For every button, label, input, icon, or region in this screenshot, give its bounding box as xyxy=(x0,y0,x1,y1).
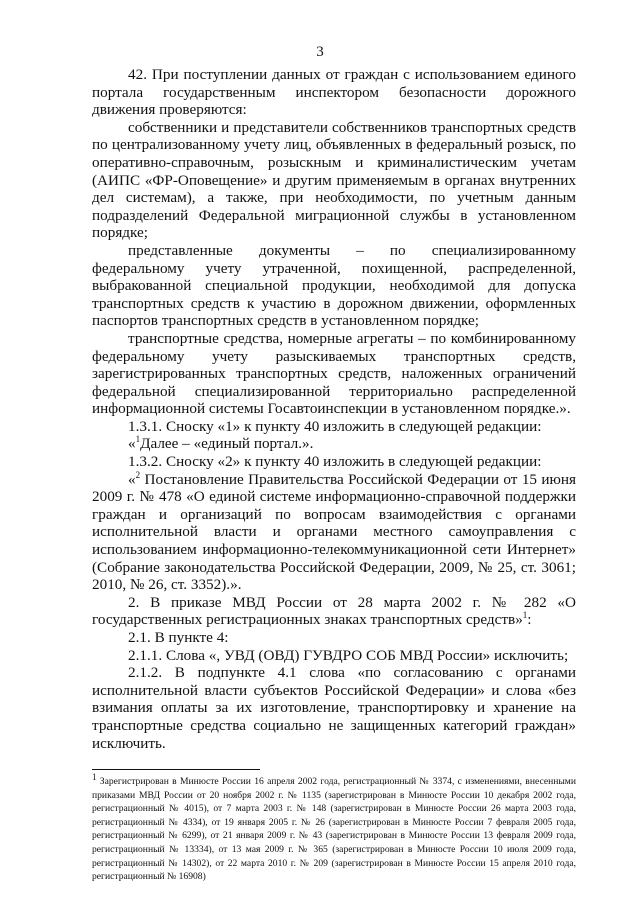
paragraph-owners-check: собственники и представители собственников транспортных средств по централизованному учету лиц, объявленных в федеральный розыск, по оперативно-справочным, розыскным и криминалистическим учетам (АИПС «ФР-Оповещение» и другим применяемым в органах внутренних дел системам), а также, при необходимости, по учетным данным подразделений Федеральной миграционной службы в установленном порядке; xyxy=(92,118,576,242)
paragraph-2: 2. В приказе МВД России от 28 марта 2002 г. № 282 «О государственных регистрационных знаках транспортных средств»$^1$: xyxy=(92,593,576,629)
document-body xyxy=(92,66,576,752)
paragraph-42: 42. При поступлении данных от граждан с использованием единого портала государственным инспектором безопасности дорожного движения проверяются: xyxy=(92,66,576,119)
footnote-divider xyxy=(92,769,260,770)
paragraph-vehicles-check: транспортные средства, номерные агрегаты – по комбинированному федеральному учету разыскиваемых транспортных средств, зарегистрированных транспортных средств, наложенных ограничений федеральной специализированной территориально распределенной информационной системы Госавтоинспекции в установленном порядке.». xyxy=(92,329,576,418)
paragraph-footnote-1-text: «$^1$Далее – «единый портал.». xyxy=(128,434,314,453)
paragraph-2-1-2: 2.1.2. В подпункте 4.1 слова «по согласованию с органами исполнительной власти субъектов Российской Федерации» и слова «без взимания оплаты за их изготовление, транспортировку и хранение на транспортные средства социально не защищенных категорий граждан» исключить. xyxy=(92,664,576,752)
paragraph-1-3-1: 1.3.1. Сноску «1» к пункту 40 изложить в следующей редакции: xyxy=(128,417,542,435)
paragraph-footnote-2-text: «$^2$ Постановление Правительства Российской Федерации от 15 июня 2009 г. № 478 «О единой системе информационно-справочной поддержки граждан и организаций по вопросам взаимодействия с органами исполнительной власти и органами местного самоуправления с использованием информационно-телекоммуникационной сети Интернет» (Собрание законодательства Российской Федерации, 2009, № 25, ст. 3061; 2010, № 26, ст. 3352).». xyxy=(92,469,576,594)
paragraph-2-1: 2.1. В пункте 4: xyxy=(128,629,229,646)
paragraph-2-1-1: 2.1.1. Слова «, УВД (ОВД) ГУВДРО СОБ МВД России» исключить; xyxy=(128,646,569,664)
footnote: $^1$ Зарегистрирован в Минюсте России 16 апреля 2002 года, регистрационный № 3374, с изменениями, внесенными приказами МВД России от 20 ноября 2002 г. № 1135 (зарегистрирован в Минюсте России 10 декабря 2002 года, регистрационный № 4015), от 7 марта 2003 г. № 148 (зарегистрирован в Минюсте России 26 марта 2003 года, регистрационный № 4334), от 19 января 2005 г. № 26 (зарегистрирован в Минюсте России 7 февраля 2005 года, регистрационный № 6299), от 21 января 2009 г. № 43 (зарегистрирован в Минюсте России 13 февраля 2009 года, регистрационный № 13334), от 13 мая 2009 г. № 365 (зарегистрирован в Минюсте России 10 июля 2009 года, регистрационный № 14302), от 22 марта 2010 г. № 209 (зарегистрирован в Минюсте России 15 апреля 2010 года, регистрационный № 16908) xyxy=(92,771,576,883)
paragraph-documents-check: представленные документы – по специализированному федеральному учету утраченной, похищенной, распределенной, выбракованной специальной продукции, необходимой для допуска транспортных средств к участию в дорожном движении, оформленных паспортов транспортных средств в установленном порядке; xyxy=(92,241,576,330)
paragraph-1-3-2: 1.3.2. Сноску «2» к пункту 40 изложить в следующей редакции: xyxy=(128,453,542,471)
page-number: 3 xyxy=(316,44,324,60)
